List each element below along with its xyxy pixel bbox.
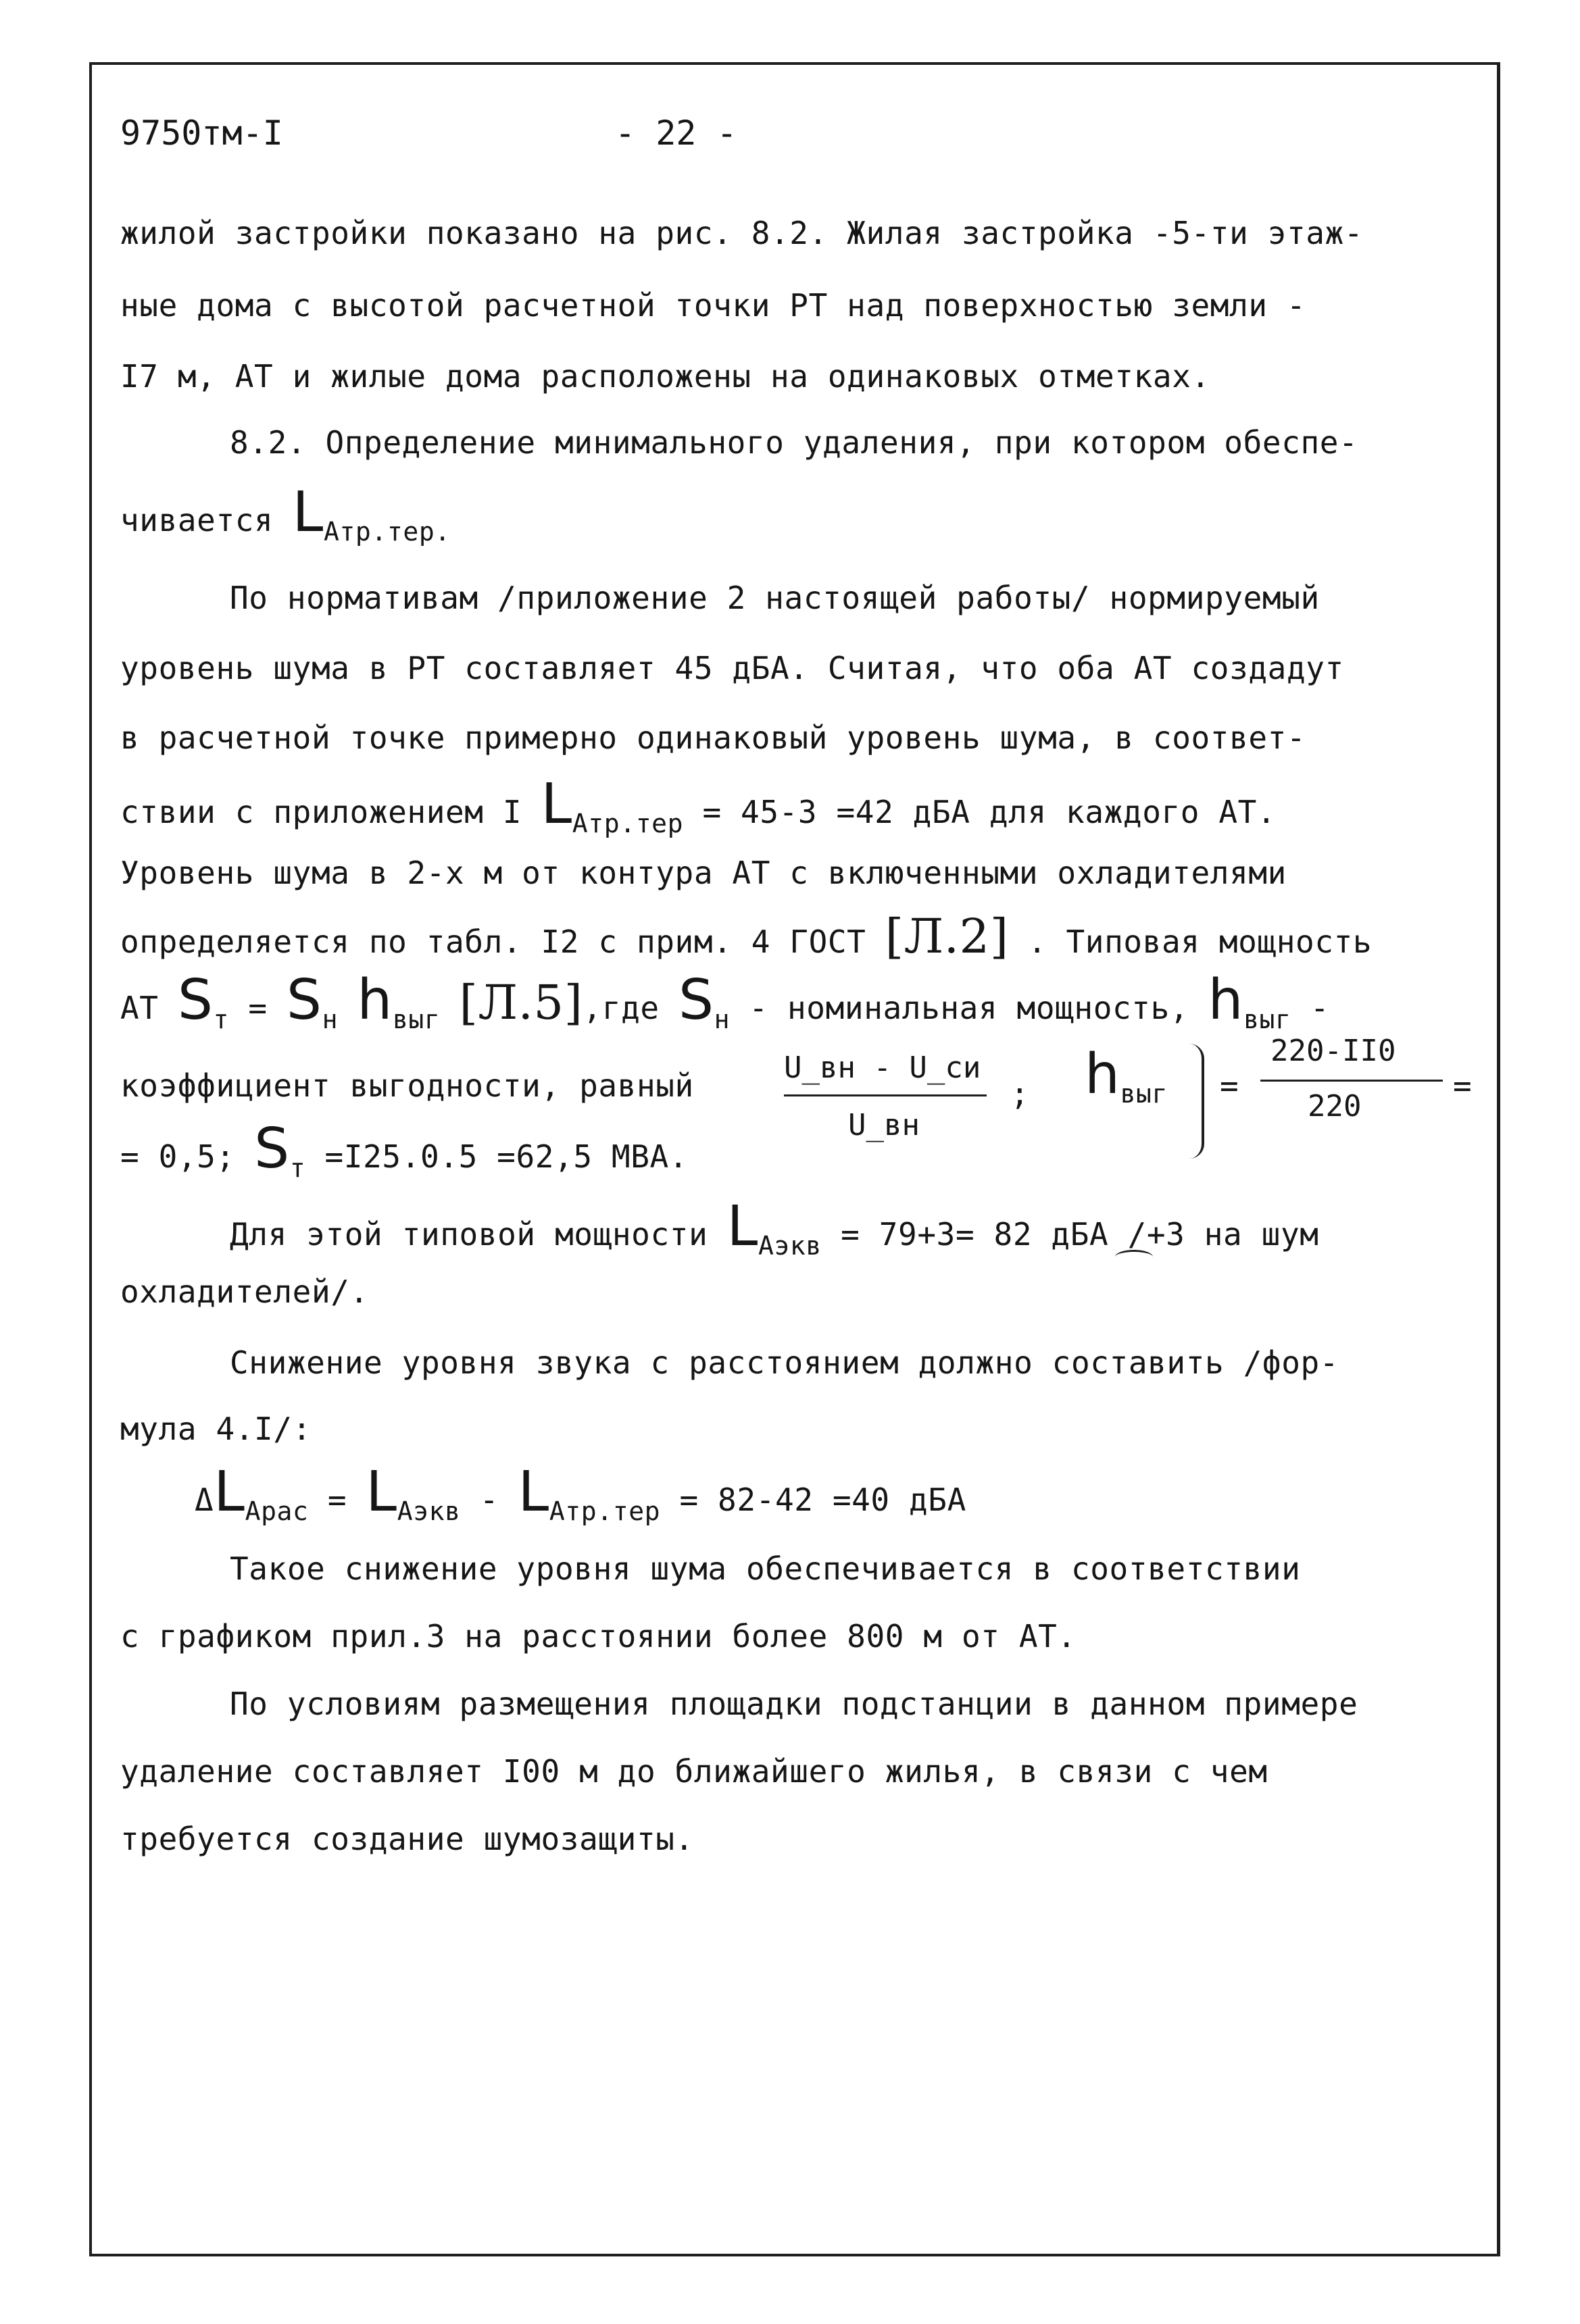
text-fragment: = 82-42 =40 дБА (679, 1482, 966, 1518)
symbol-S: S (254, 1117, 290, 1181)
symbol-subscript: н (322, 1005, 339, 1034)
text-line-22: По условиям размещения площадки подстанции в данном примере (230, 1686, 1358, 1722)
symbol-subscript: Атр.тер (572, 809, 684, 838)
equals-sign: = (248, 990, 268, 1026)
text-line-24: требуется создание шумозащиты. (120, 1821, 694, 1857)
text-line-11 (120, 909, 1372, 964)
minus-sign: - (479, 1482, 499, 1518)
text-line-7: уровень шума в РТ составляет 45 дБА. Считая, что оба АТ создадут (120, 650, 1344, 686)
reference-bracket: [Л.5] (459, 975, 583, 1030)
text-line-5 (120, 480, 451, 547)
h-factor (1085, 1042, 1168, 1109)
symbol-subscript: выг (392, 1005, 441, 1034)
document-code: 9750тм-I (120, 113, 283, 153)
section-heading: 8.2. Определение минимального удаления, при котором обеспе- (230, 424, 1358, 461)
symbol-S: S (286, 968, 322, 1032)
symbol-h: h (1208, 968, 1244, 1032)
handwritten-tilde-mark (1115, 1250, 1153, 1264)
equals-sign: = (1220, 1067, 1239, 1104)
text-line-17: Снижение уровня звука с расстоянием должно составить /фор- (230, 1344, 1339, 1381)
symbol-subscript: Аэкв (758, 1231, 822, 1261)
text-line-21: с графиком прил.3 на расстоянии более 800 м от АТ. (120, 1618, 1077, 1654)
symbol-L: L (292, 480, 324, 545)
symbol-S: S (678, 968, 714, 1032)
text-fragment: ,где (583, 990, 660, 1026)
symbol-subscript: Атр.тер. (323, 517, 451, 547)
text-fragment: Для этой типовой мощности (230, 1216, 708, 1253)
text-line-10: Уровень шума в 2-х м от контура АТ с включенными охладителями (120, 855, 1287, 891)
symbol-L: L (366, 1460, 397, 1524)
symbol-subscript: т (213, 1005, 230, 1034)
text-line-14 (120, 1117, 689, 1183)
fraction-denominator: 220 (1308, 1089, 1362, 1123)
equals-sign: = (327, 1482, 347, 1518)
text-line-12 (120, 968, 1330, 1034)
text-line-6: По нормативам /приложение 2 настоящей работы/ нормируемый (230, 580, 1320, 616)
symbol-L: L (214, 1460, 245, 1524)
text-fragment: чивается (120, 502, 274, 538)
text-fragment: =I25.0.5 =62,5 МВА. (324, 1138, 689, 1175)
fraction-numerator: U_вн - U_си (784, 1051, 981, 1085)
symbol-h: h (1085, 1042, 1120, 1107)
text-fragment: АТ (120, 990, 159, 1026)
parenthesis-brace (1189, 1044, 1204, 1159)
text-line-15 (230, 1194, 1319, 1261)
fraction-bar (784, 1094, 987, 1096)
text-line-8: в расчетной точке примерно одинаковый уровень шума, в соответ- (120, 719, 1306, 756)
page-number: - 22 - (615, 113, 737, 153)
text-fragment: - (1310, 990, 1330, 1026)
fraction-bar (1260, 1080, 1443, 1082)
symbol-h: h (357, 968, 393, 1032)
text-line-23: удаление составляет I00 м до ближайшего жилья, в связи с чем (120, 1753, 1268, 1790)
symbol-subscript: Арас (245, 1496, 309, 1526)
semicolon: ; (1010, 1076, 1030, 1112)
text-line-18: мула 4.I/: (120, 1411, 312, 1447)
text-line-9 (120, 772, 1277, 838)
symbol-subscript: н (714, 1005, 731, 1034)
text-line-13: коэффициент выгодности, равный (120, 1067, 694, 1104)
text-line-20: Такое снижение уровня шума обеспечивается в соответствии (230, 1550, 1301, 1587)
formula-delta-L (195, 1460, 966, 1526)
symbol-S: S (177, 968, 214, 1032)
text-line-16: охладителей/. (120, 1273, 369, 1310)
reference-bracket: [Л.2] (885, 909, 1009, 964)
text-fragment: определяется по табл. I2 с прим. 4 ГОСТ (120, 924, 866, 960)
text-fragment: - номинальная мощность, (749, 990, 1189, 1026)
symbol-subscript: Атр.тер (549, 1496, 661, 1526)
text-fragment: = 45-3 =42 дБА для каждого АТ. (702, 794, 1277, 830)
symbol-L: L (518, 1460, 549, 1524)
fraction-numerator: 220-II0 (1270, 1034, 1396, 1068)
symbol-L: L (541, 772, 572, 836)
delta-symbol: Δ (195, 1482, 214, 1518)
symbol-subscript: Аэкв (397, 1496, 461, 1526)
text-fragment: = 79+3= 82 дБА /+3 на шум (841, 1216, 1319, 1253)
fraction-denominator: U_вн (848, 1108, 920, 1142)
text-fragment: = 0,5; (120, 1138, 235, 1175)
symbol-subscript: т (289, 1153, 306, 1183)
text-fragment: . Типовая мощность (1027, 924, 1373, 960)
text-line-1: жилой застройки показано на рис. 8.2. Жилая застройка -5-ти этаж- (120, 215, 1364, 251)
equals-sign: = (1453, 1067, 1473, 1104)
symbol-subscript: выг (1243, 1005, 1291, 1034)
text-fragment: ствии с приложением I (120, 794, 522, 830)
text-line-3: I7 м, АТ и жилые дома расположены на одинаковых отметках. (120, 358, 1210, 395)
symbol-subscript: выг (1120, 1079, 1168, 1109)
text-line-2: ные дома с высотой расчетной точки РТ над поверхностью земли - (120, 287, 1306, 324)
symbol-L: L (726, 1194, 758, 1259)
